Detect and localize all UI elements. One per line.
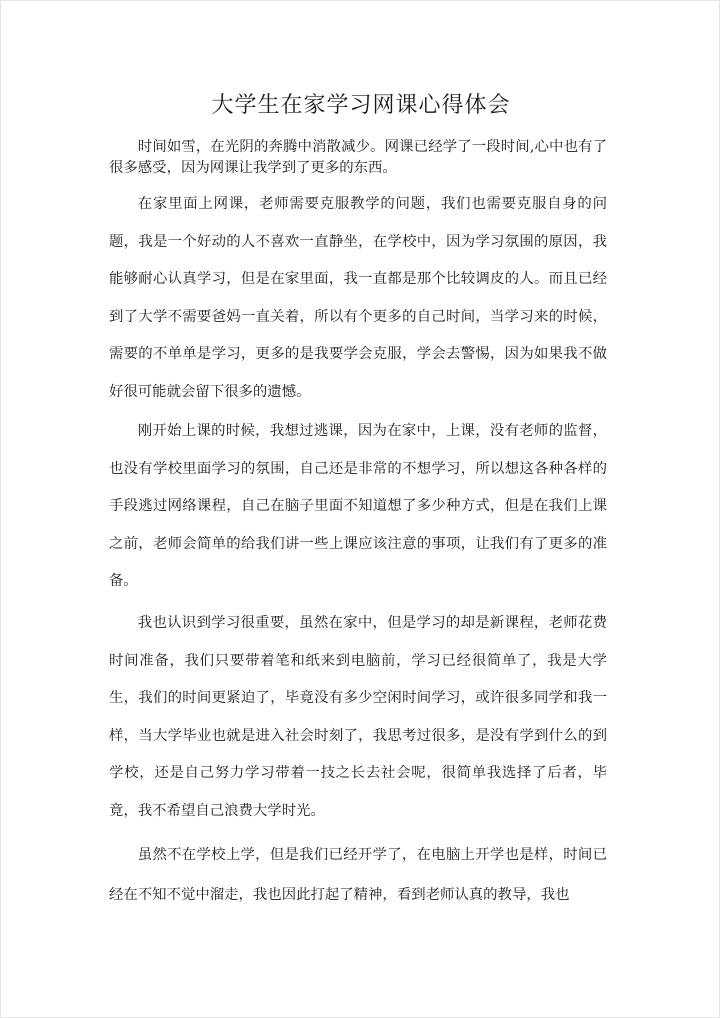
paragraph-3: 刚开始上课的时候，我想过逃课，因为在家中，上课，没有老师的监督，也没有学校里面学习的氛围，自己还是非常的不想学习，所以想这各种各样的手段逃过网络课程，自己在脑子里面不知道想了多少种方式，但是在我们上课之前，老师会简单的给我们讲一些上课应该注意的事项，让我们有了更多的准备。 [109,423,607,589]
document-title: 大学生在家学习网课心得体会 [211,93,511,118]
paragraph-1: 时间如雪，在光阴的奔腾中消散减少。网课已经学了一段时间,心中也有了很多感受，因为网课让我学到了更多的东西。 [109,139,607,176]
paragraph-4: 我也认识到学习很重要，虽然在家中，但是学习的却是新课程，老师花费时间准备，我们只要带着笔和纸来到电脑前，学习已经很简单了，我是大学生，我们的时间更紧迫了，毕竟没有多少空闲时间学习，或许很多同学和我一样，当大学毕业也就是进入社会时刻了，我思考过很多，是没有学到什么的到学校，还是自己努力学习带着一技之长去社会呢，很简单我选择了后者，毕竟，我不希望自己浪费大学时光。 [109,615,607,819]
paragraph-2: 在家里面上网课，老师需要克服教学的问题，我们也需要克服自身的问题，我是一个好动的人不喜欢一直静坐，在学校中，因为学习氛围的原因，我能够耐心认真学习，但是在家里面，我一直都是那个比较调皮的人。而且已经到了大学不需要爸妈一直关着，所以有个更多的自己时间，当学习来的时候，需要的不单单是学习，更多的是我要学会克服，学会去警惕，因为如果我不做好很可能就会留下很多的遗憾。 [109,196,607,400]
paragraph-5: 虽然不在学校上学，但是我们已经开学了，在电脑上开学也是样，时间已经在不知不觉中溜走，我也因此打起了精神，看到老师认真的教导，我也 [109,847,607,903]
